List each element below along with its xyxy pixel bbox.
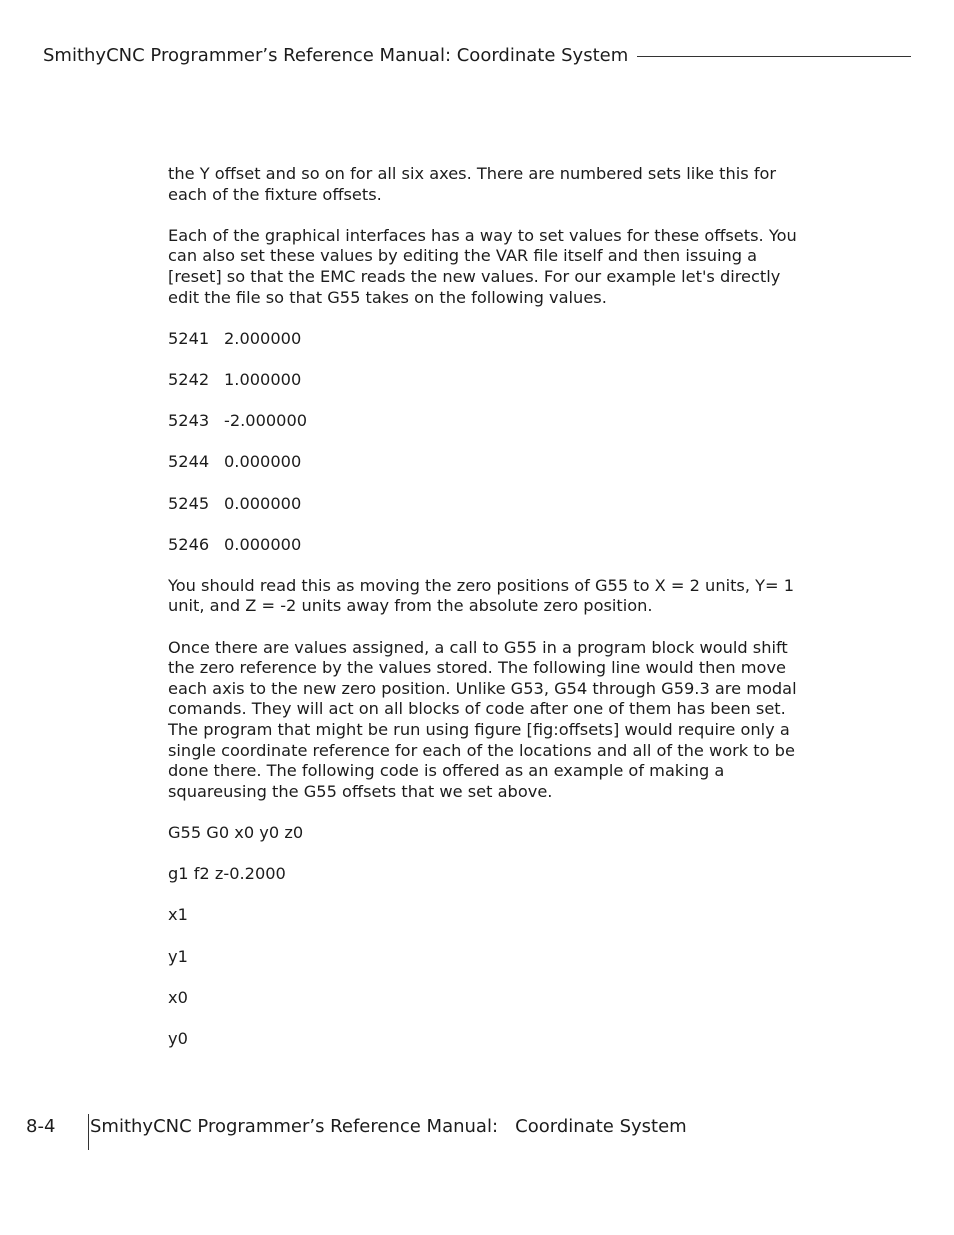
code-line: y0 xyxy=(168,1028,188,1048)
offset-value: 0.000000 xyxy=(224,493,302,513)
footer-rule xyxy=(88,1114,89,1150)
offset-row xyxy=(168,494,798,515)
code-line: g1 f2 z-0.2000 xyxy=(168,864,286,884)
paragraph-set-values: Each of the graphical interfaces has a way to set values for these offsets. You can also set these values by editing the VAR file itself and then issuing a [reset] so that the EMC reads the new values. For our example let's directly edit the file so that G55 takes on the following values. xyxy=(168,225,797,307)
offset-row xyxy=(168,329,798,350)
code-line: x1 xyxy=(168,905,188,925)
code-line: y1 xyxy=(168,946,188,966)
header-rule xyxy=(637,56,911,57)
offset-row xyxy=(168,452,798,473)
offset-register: 5242 xyxy=(168,369,210,389)
offset-value: 2.000000 xyxy=(224,328,302,348)
offset-value: 1.000000 xyxy=(224,369,302,389)
page-number: 8-4 xyxy=(26,1116,56,1137)
offset-list xyxy=(168,329,798,556)
code-example xyxy=(168,823,798,1050)
footer-title: SmithyCNC Programmer’s Reference Manual: Coordinate System xyxy=(90,1116,687,1137)
offset-register: 5246 xyxy=(168,534,210,554)
offset-value: 0.000000 xyxy=(224,534,302,554)
offset-row xyxy=(168,370,798,391)
offset-value: 0.000000 xyxy=(224,452,302,472)
offset-register: 5243 xyxy=(168,411,210,431)
code-line: G55 G0 x0 y0 z0 xyxy=(168,823,304,842)
header-title: SmithyCNC Programmer’s Reference Manual: Coordinate System xyxy=(43,45,629,66)
offset-register: 5245 xyxy=(168,493,210,513)
paragraph-intro: the Y offset and so on for all six axes. There are numbered sets like this for each of the fixture offsets. xyxy=(168,164,777,204)
paragraph-modal-explanation: Once there are values assigned, a call to G55 in a program block would shift the zero reference by the values stored. The following line would then move each axis to the new zero position. Unlike G53, G54 through G59.3 are modal comands. They will act on all blocks of code after one of them has been set. The program that might be run using figure [fig:offsets] would require only a single coordinate reference for each of the locations and all of the work to be done there. The following code is offered as an example of making a squareusing the G55 offsets that we set above. xyxy=(168,637,797,801)
main-content xyxy=(168,164,798,1070)
offset-row xyxy=(168,535,798,556)
paragraph-interpretation: You should read this as moving the zero positions of G55 to X = 2 units, Y= 1 unit, and Z = -2 units away from the absolute zero position. xyxy=(168,575,795,616)
offset-row xyxy=(168,411,798,432)
offset-register: 5244 xyxy=(168,452,210,472)
offset-value: -2.000000 xyxy=(224,411,308,431)
offset-register: 5241 xyxy=(168,328,210,348)
code-line: x0 xyxy=(168,987,188,1007)
